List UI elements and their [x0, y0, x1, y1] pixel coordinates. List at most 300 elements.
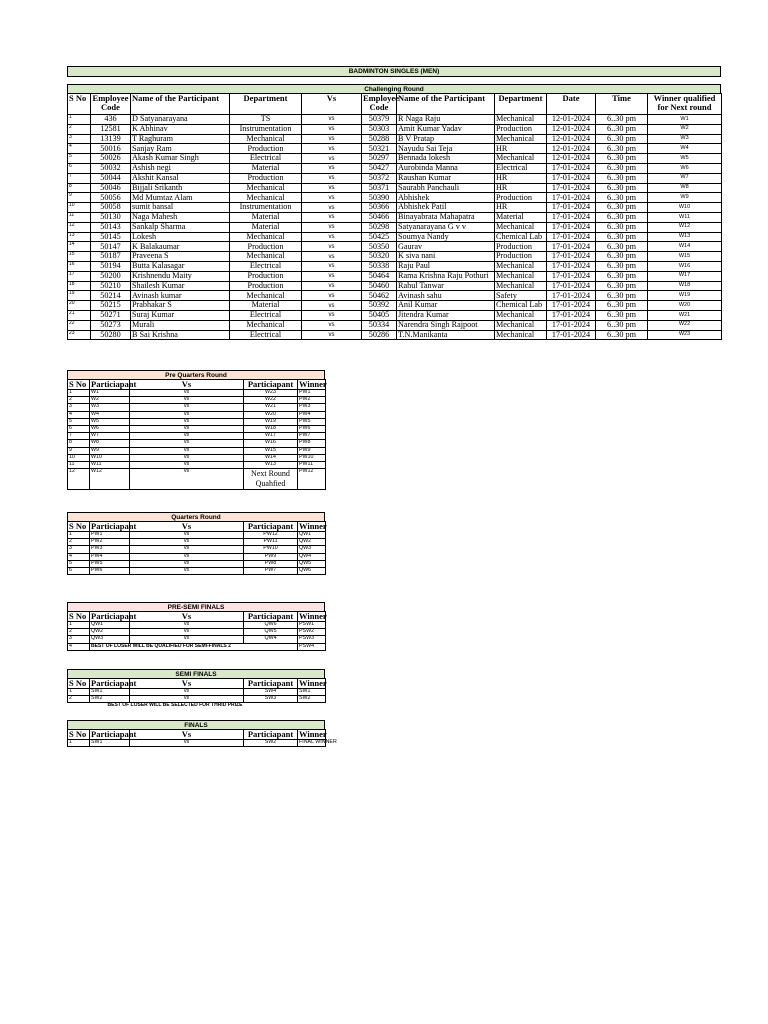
opponent-employee-code: 50321 — [362, 144, 397, 154]
opponent-name: Narendra Singh Rajpoot — [397, 320, 495, 330]
serial-number: 2 — [68, 539, 90, 546]
opponent-employee-code: 50464 — [362, 271, 397, 281]
table-row — [68, 291, 722, 301]
match-time: 6..30 pm — [596, 173, 648, 183]
winner-code: W15 — [648, 252, 722, 262]
opponent: SW3 — [244, 696, 298, 703]
sheet-title: BADMINTON SINGLES (MEN) — [67, 66, 721, 77]
employee-code: 50187 — [91, 252, 131, 262]
employee-code: 13139 — [91, 134, 131, 144]
table-row — [68, 163, 722, 173]
winner: PSW2 — [298, 629, 326, 636]
department: Material — [230, 212, 302, 222]
employee-code: 50058 — [91, 203, 131, 213]
table-row — [68, 397, 326, 404]
serial-number: 1 — [68, 740, 90, 747]
opponent-name: Abhishek Patil — [397, 203, 495, 213]
opponent-department: Production — [495, 242, 547, 252]
vs-label: vs — [130, 567, 244, 574]
winner: FINAL WINNER — [299, 739, 337, 745]
vs-label: vs — [302, 183, 362, 193]
winner: PSW4 — [298, 643, 326, 650]
col-header: Time — [596, 94, 648, 115]
table-row — [68, 281, 722, 291]
serial-number: 1 — [68, 532, 90, 539]
participant-name: T Raghuram — [131, 134, 230, 144]
participant: QW3 — [90, 636, 130, 643]
vs-label: vs — [130, 689, 244, 696]
vs-label: vs — [130, 433, 244, 440]
participant: PW4 — [90, 553, 130, 560]
vs-label: vs — [302, 320, 362, 330]
opponent-department: Mechanical — [495, 281, 547, 291]
vs-label: vs — [302, 193, 362, 203]
serial-number: 17 — [68, 271, 91, 281]
vs-label: vs — [130, 411, 244, 418]
col-header: Vs — [130, 679, 244, 689]
vs-label: vs — [302, 115, 362, 125]
match-date: 17-01-2024 — [547, 252, 596, 262]
winner: PW7 — [298, 433, 326, 440]
winner: PW8 — [298, 440, 326, 447]
quarters-header — [68, 522, 326, 532]
match-date: 17-01-2024 — [547, 310, 596, 320]
department: Instrumentation — [230, 203, 302, 213]
table-row — [68, 740, 326, 747]
winner-code: W2 — [648, 124, 722, 134]
vs-label: vs — [302, 281, 362, 291]
winner: QW4 — [298, 553, 326, 560]
opponent-employee-code: 50390 — [362, 193, 397, 203]
participant: W9 — [90, 447, 130, 454]
match-time: 6..30 pm — [596, 144, 648, 154]
col-header: Name of the Participant — [131, 94, 230, 115]
col-header: Particiapant — [244, 522, 298, 532]
participant: PW6 — [90, 567, 130, 574]
winner-code: W1 — [648, 115, 722, 125]
opponent-employee-code: 50392 — [362, 301, 397, 311]
opponent-name: Rama Krishna Raju Pothuri — [397, 271, 495, 281]
serial-number: 4 — [68, 411, 90, 418]
match-date: 17-01-2024 — [547, 271, 596, 281]
department: Electrical — [230, 330, 302, 340]
opponent: W17 — [244, 433, 298, 440]
winner-code: W11 — [648, 212, 722, 222]
serial-number: 21 — [68, 310, 91, 320]
vs-label: vs — [130, 447, 244, 454]
opponent: W19 — [244, 418, 298, 425]
match-date: 17-01-2024 — [547, 242, 596, 252]
winner-code: W19 — [648, 291, 722, 301]
serial-number: 2 — [68, 124, 91, 134]
opponent: SW4 — [244, 689, 298, 696]
opponent-name: Anil Kumar — [397, 301, 495, 311]
serial-number: 1 — [68, 689, 90, 696]
winner: PW2 — [298, 397, 326, 404]
participant: W4 — [90, 411, 130, 418]
opponent-employee-code: 50366 — [362, 203, 397, 213]
participant-name: sumit bansal — [131, 203, 230, 213]
table-row — [68, 629, 326, 636]
opponent-name: Saurabh Panchauli — [397, 183, 495, 193]
table-row — [68, 469, 326, 490]
serial-number: 19 — [68, 291, 91, 301]
table-row — [68, 261, 722, 271]
col-header: S No — [68, 94, 91, 115]
participant: QW2 — [90, 629, 130, 636]
participant-name: Krishnendu Maity — [131, 271, 230, 281]
participant-name: B Sai Krishna — [131, 330, 230, 340]
participant-name: Praveena S — [131, 252, 230, 262]
table-row — [68, 183, 722, 193]
participant-name: Sankalp Sharma — [131, 222, 230, 232]
participant-name: Akshit Kansal — [131, 173, 230, 183]
quarters-title: Quarters Round — [67, 512, 325, 522]
participant: W10 — [90, 454, 130, 461]
participant: W3 — [90, 404, 130, 411]
vs-label: vs — [130, 461, 244, 468]
serial-number: 4 — [68, 144, 91, 154]
table-row — [68, 454, 326, 461]
match-date: 17-01-2024 — [547, 281, 596, 291]
opponent: QW4 — [244, 636, 298, 643]
vs-label: vs — [302, 291, 362, 301]
col-header: Particiapant — [244, 612, 298, 622]
serial-number: 2 — [68, 397, 90, 404]
col-header: S No — [68, 612, 90, 622]
winner: PW12 — [298, 469, 326, 490]
pre-semi-table — [67, 611, 326, 651]
department: Mechanical — [230, 252, 302, 262]
finals-header — [68, 730, 326, 740]
table-row — [68, 532, 326, 539]
vs-label: vs — [130, 404, 244, 411]
serial-number: 7 — [68, 173, 91, 183]
col-header: S No — [68, 522, 90, 532]
opponent: W21 — [244, 404, 298, 411]
table-row — [68, 124, 722, 134]
table-row — [68, 310, 722, 320]
serial-number: 10 — [68, 203, 91, 213]
department: Mechanical — [230, 320, 302, 330]
serial-number: 16 — [68, 261, 91, 271]
vs-label: vs — [130, 696, 244, 703]
participant: W7 — [90, 433, 130, 440]
match-time: 6..30 pm — [596, 291, 648, 301]
match-time: 6..30 pm — [596, 320, 648, 330]
col-header: S No — [68, 730, 90, 740]
match-time: 6..30 pm — [596, 124, 648, 134]
table-row — [68, 330, 722, 340]
opponent-employee-code: 50462 — [362, 291, 397, 301]
participant: W6 — [90, 425, 130, 432]
participant-name: Murali — [131, 320, 230, 330]
col-header: Particiapant — [91, 729, 137, 739]
winner-code: W3 — [648, 134, 722, 144]
winner-code: W13 — [648, 232, 722, 242]
col-header: Winner — [299, 521, 327, 531]
match-date: 17-01-2024 — [547, 232, 596, 242]
opponent-employee-code: 50350 — [362, 242, 397, 252]
winner: PSW3 — [298, 636, 326, 643]
winner-code: W9 — [648, 193, 722, 203]
opponent: PW8 — [244, 560, 298, 567]
opponent-employee-code: 50379 — [362, 115, 397, 125]
opponent: SW2 — [244, 740, 298, 747]
vs-label: vs — [302, 163, 362, 173]
vs-label: vs — [302, 310, 362, 320]
match-time: 6..30 pm — [596, 261, 648, 271]
opponent-name: Aurobinda Manna — [397, 163, 495, 173]
department: Production — [230, 281, 302, 291]
department: Production — [230, 271, 302, 281]
vs-label: vs — [302, 232, 362, 242]
note-row — [68, 703, 326, 710]
serial-number: 18 — [68, 281, 91, 291]
employee-code: 50194 — [91, 261, 131, 271]
participant-name: Akash Kumar Singh — [131, 154, 230, 164]
opponent: W23 — [244, 390, 298, 397]
serial-number: 1 — [68, 115, 91, 125]
participant-name: Prabhakar S — [131, 301, 230, 311]
match-time: 6..30 pm — [596, 134, 648, 144]
participant-name: Avinash kumar — [131, 291, 230, 301]
participant-name: K Abhinav — [131, 124, 230, 134]
match-time: 6..30 pm — [596, 163, 648, 173]
serial-number: 1 — [68, 622, 90, 629]
col-header: Winner qualified for Next round — [648, 94, 722, 115]
department: Mechanical — [230, 193, 302, 203]
vs-label: vs — [302, 212, 362, 222]
col-header: Name of the Participant — [397, 94, 495, 115]
opponent-department: HR — [495, 183, 547, 193]
participant-name: Suraj Kumar — [131, 310, 230, 320]
vs-label: vs — [302, 203, 362, 213]
table-row — [68, 546, 326, 553]
finals-table — [67, 729, 337, 747]
winner-code: W4 — [648, 144, 722, 154]
match-date: 12-01-2024 — [547, 144, 596, 154]
match-date: 17-01-2024 — [547, 212, 596, 222]
serial-number: 4 — [68, 553, 90, 560]
employee-code: 436 — [91, 115, 131, 125]
opponent-name: Nayudu Sai Teja — [397, 144, 495, 154]
winner: PW3 — [298, 404, 326, 411]
opponent-name: Raushan Kumar — [397, 173, 495, 183]
vs-label: vs — [130, 560, 244, 567]
pre_semi-header — [68, 612, 326, 622]
table-row — [68, 134, 722, 144]
opponent-name: R Naga Raju — [397, 115, 495, 125]
serial-number: 1 — [68, 390, 90, 397]
participant: QW1 — [90, 622, 130, 629]
winner-code: W20 — [648, 301, 722, 311]
vs-label: vs — [130, 740, 244, 747]
opponent: W20 — [244, 411, 298, 418]
opponent-department: Safety — [495, 291, 547, 301]
col-header: Date — [547, 94, 596, 115]
participant-name: Md Mumtaz Alam — [131, 193, 230, 203]
opponent-name: Bennada lokesh — [397, 154, 495, 164]
opponent-employee-code: 50298 — [362, 222, 397, 232]
serial-number: 20 — [68, 301, 91, 311]
col-header: Vs — [130, 612, 244, 622]
opponent-department: Electrical — [495, 163, 547, 173]
serial-number: 5 — [68, 154, 91, 164]
department: Mechanical — [230, 291, 302, 301]
match-time: 6..30 pm — [596, 154, 648, 164]
participant: PW2 — [90, 539, 130, 546]
table-row — [68, 433, 326, 440]
match-time: 6..30 pm — [596, 203, 648, 213]
serial-number: 2 — [68, 696, 90, 703]
table-row — [68, 418, 326, 425]
pre-quarters-title: Pre Quarters Round — [67, 370, 325, 380]
vs-label: vs — [302, 330, 362, 340]
match-time: 6..30 pm — [596, 183, 648, 193]
winner-code: W6 — [648, 163, 722, 173]
table-row — [68, 553, 326, 560]
participant-name: Naga Mahesh — [131, 212, 230, 222]
serial-number: 7 — [68, 433, 90, 440]
match-date: 17-01-2024 — [547, 330, 596, 340]
participant: PW1 — [90, 532, 130, 539]
participant: SW2 — [90, 696, 130, 703]
col-header: S No — [68, 380, 90, 390]
winner-code: W12 — [648, 222, 722, 232]
serial-number: 11 — [68, 212, 91, 222]
opponent-department: Mechanical — [495, 115, 547, 125]
employee-code: 12581 — [91, 124, 131, 134]
opponent: PW12 — [244, 532, 298, 539]
winner-code: W7 — [648, 173, 722, 183]
vs-label: vs — [302, 222, 362, 232]
vs-label: vs — [302, 144, 362, 154]
vs-label: vs — [302, 154, 362, 164]
serial-number: 15 — [68, 252, 91, 262]
winner-code: W16 — [648, 261, 722, 271]
match-date: 17-01-2024 — [547, 222, 596, 232]
table-row — [68, 461, 326, 468]
col-header: Winner — [299, 678, 327, 688]
serial-number: 12 — [68, 469, 90, 490]
col-header: S No — [68, 679, 90, 689]
match-date: 12-01-2024 — [547, 154, 596, 164]
match-time: 6..30 pm — [596, 222, 648, 232]
participant: SW1 — [90, 740, 130, 747]
serial-number: 5 — [68, 418, 90, 425]
vs-label: vs — [130, 454, 244, 461]
table-row — [68, 320, 722, 330]
participant: W8 — [90, 440, 130, 447]
winner-code: W8 — [648, 183, 722, 193]
opponent-department: Production — [495, 124, 547, 134]
match-date: 17-01-2024 — [547, 183, 596, 193]
vs-label: vs — [302, 252, 362, 262]
employee-code: 50147 — [91, 242, 131, 252]
opponent-department: Mechanical — [495, 261, 547, 271]
employee-code: 50214 — [91, 291, 131, 301]
match-time: 6..30 pm — [596, 330, 648, 340]
match-date: 12-01-2024 — [547, 115, 596, 125]
winner: QW3 — [298, 546, 326, 553]
winner-code: W22 — [648, 320, 722, 330]
department: TS — [230, 115, 302, 125]
participant: PW5 — [90, 560, 130, 567]
opponent: PW10 — [244, 546, 298, 553]
participant: W11 — [90, 461, 130, 468]
challenging-round-header — [68, 94, 722, 115]
opponent-name: B V Pratap — [397, 134, 495, 144]
opponent-employee-code: 50460 — [362, 281, 397, 291]
serial-number: 8 — [68, 183, 91, 193]
table-row — [68, 212, 722, 222]
best-of-loser-note: BEST OF LOSER WILL BE QUALIFIED FOR SEMI-FINALS 2 — [90, 643, 298, 650]
winner: PW5 — [298, 418, 326, 425]
opponent-employee-code: 50320 — [362, 252, 397, 262]
winner-code: W10 — [648, 203, 722, 213]
winner: QW5 — [298, 560, 326, 567]
serial-number: 2 — [68, 629, 90, 636]
match-date: 12-01-2024 — [547, 134, 596, 144]
table-row — [68, 232, 722, 242]
winner: PW11 — [298, 461, 326, 468]
employee-code: 50210 — [91, 281, 131, 291]
match-time: 6..30 pm — [596, 252, 648, 262]
col-header: Particiapant — [91, 521, 137, 531]
table-row — [68, 447, 326, 454]
opponent-department: HR — [495, 173, 547, 183]
participant-name: Butta Kalasagar — [131, 261, 230, 271]
col-header: Particiapant — [244, 730, 298, 740]
serial-number: 22 — [68, 320, 91, 330]
department: Electrical — [230, 261, 302, 271]
serial-number: 8 — [68, 440, 90, 447]
department: Material — [230, 301, 302, 311]
table-row — [68, 404, 326, 411]
winner-code: W23 — [648, 330, 722, 340]
challenging-round-table — [67, 93, 722, 340]
serial-number: 9 — [68, 447, 90, 454]
participant-name: K Balakaumar — [131, 242, 230, 252]
opponent: PW11 — [244, 539, 298, 546]
table-row — [68, 560, 326, 567]
opponent-name: Jitendra Kumar — [397, 310, 495, 320]
employee-code: 50145 — [91, 232, 131, 242]
winner: PW1 — [298, 390, 326, 397]
pre_quarters-header — [68, 380, 326, 390]
col-header: Particiapant — [91, 678, 137, 688]
opponent-department: Mechanical — [495, 134, 547, 144]
opponent-employee-code: 50427 — [362, 163, 397, 173]
semi-finals-table — [67, 678, 326, 710]
match-date: 17-01-2024 — [547, 163, 596, 173]
col-header: Employee Code — [362, 94, 397, 115]
employee-code: 50056 — [91, 193, 131, 203]
winner-code: W18 — [648, 281, 722, 291]
col-header: Winner — [299, 379, 327, 389]
match-time: 6..30 pm — [596, 281, 648, 291]
table-row — [68, 222, 722, 232]
vs-label: vs — [130, 546, 244, 553]
opponent-employee-code: 50286 — [362, 330, 397, 340]
vs-label: vs — [130, 636, 244, 643]
pre-semi-title: PRE-SEMI FINALS — [67, 602, 325, 612]
department: Electrical — [230, 154, 302, 164]
opponent-employee-code: 50338 — [362, 261, 397, 271]
match-date: 17-01-2024 — [547, 301, 596, 311]
vs-label: vs — [130, 553, 244, 560]
